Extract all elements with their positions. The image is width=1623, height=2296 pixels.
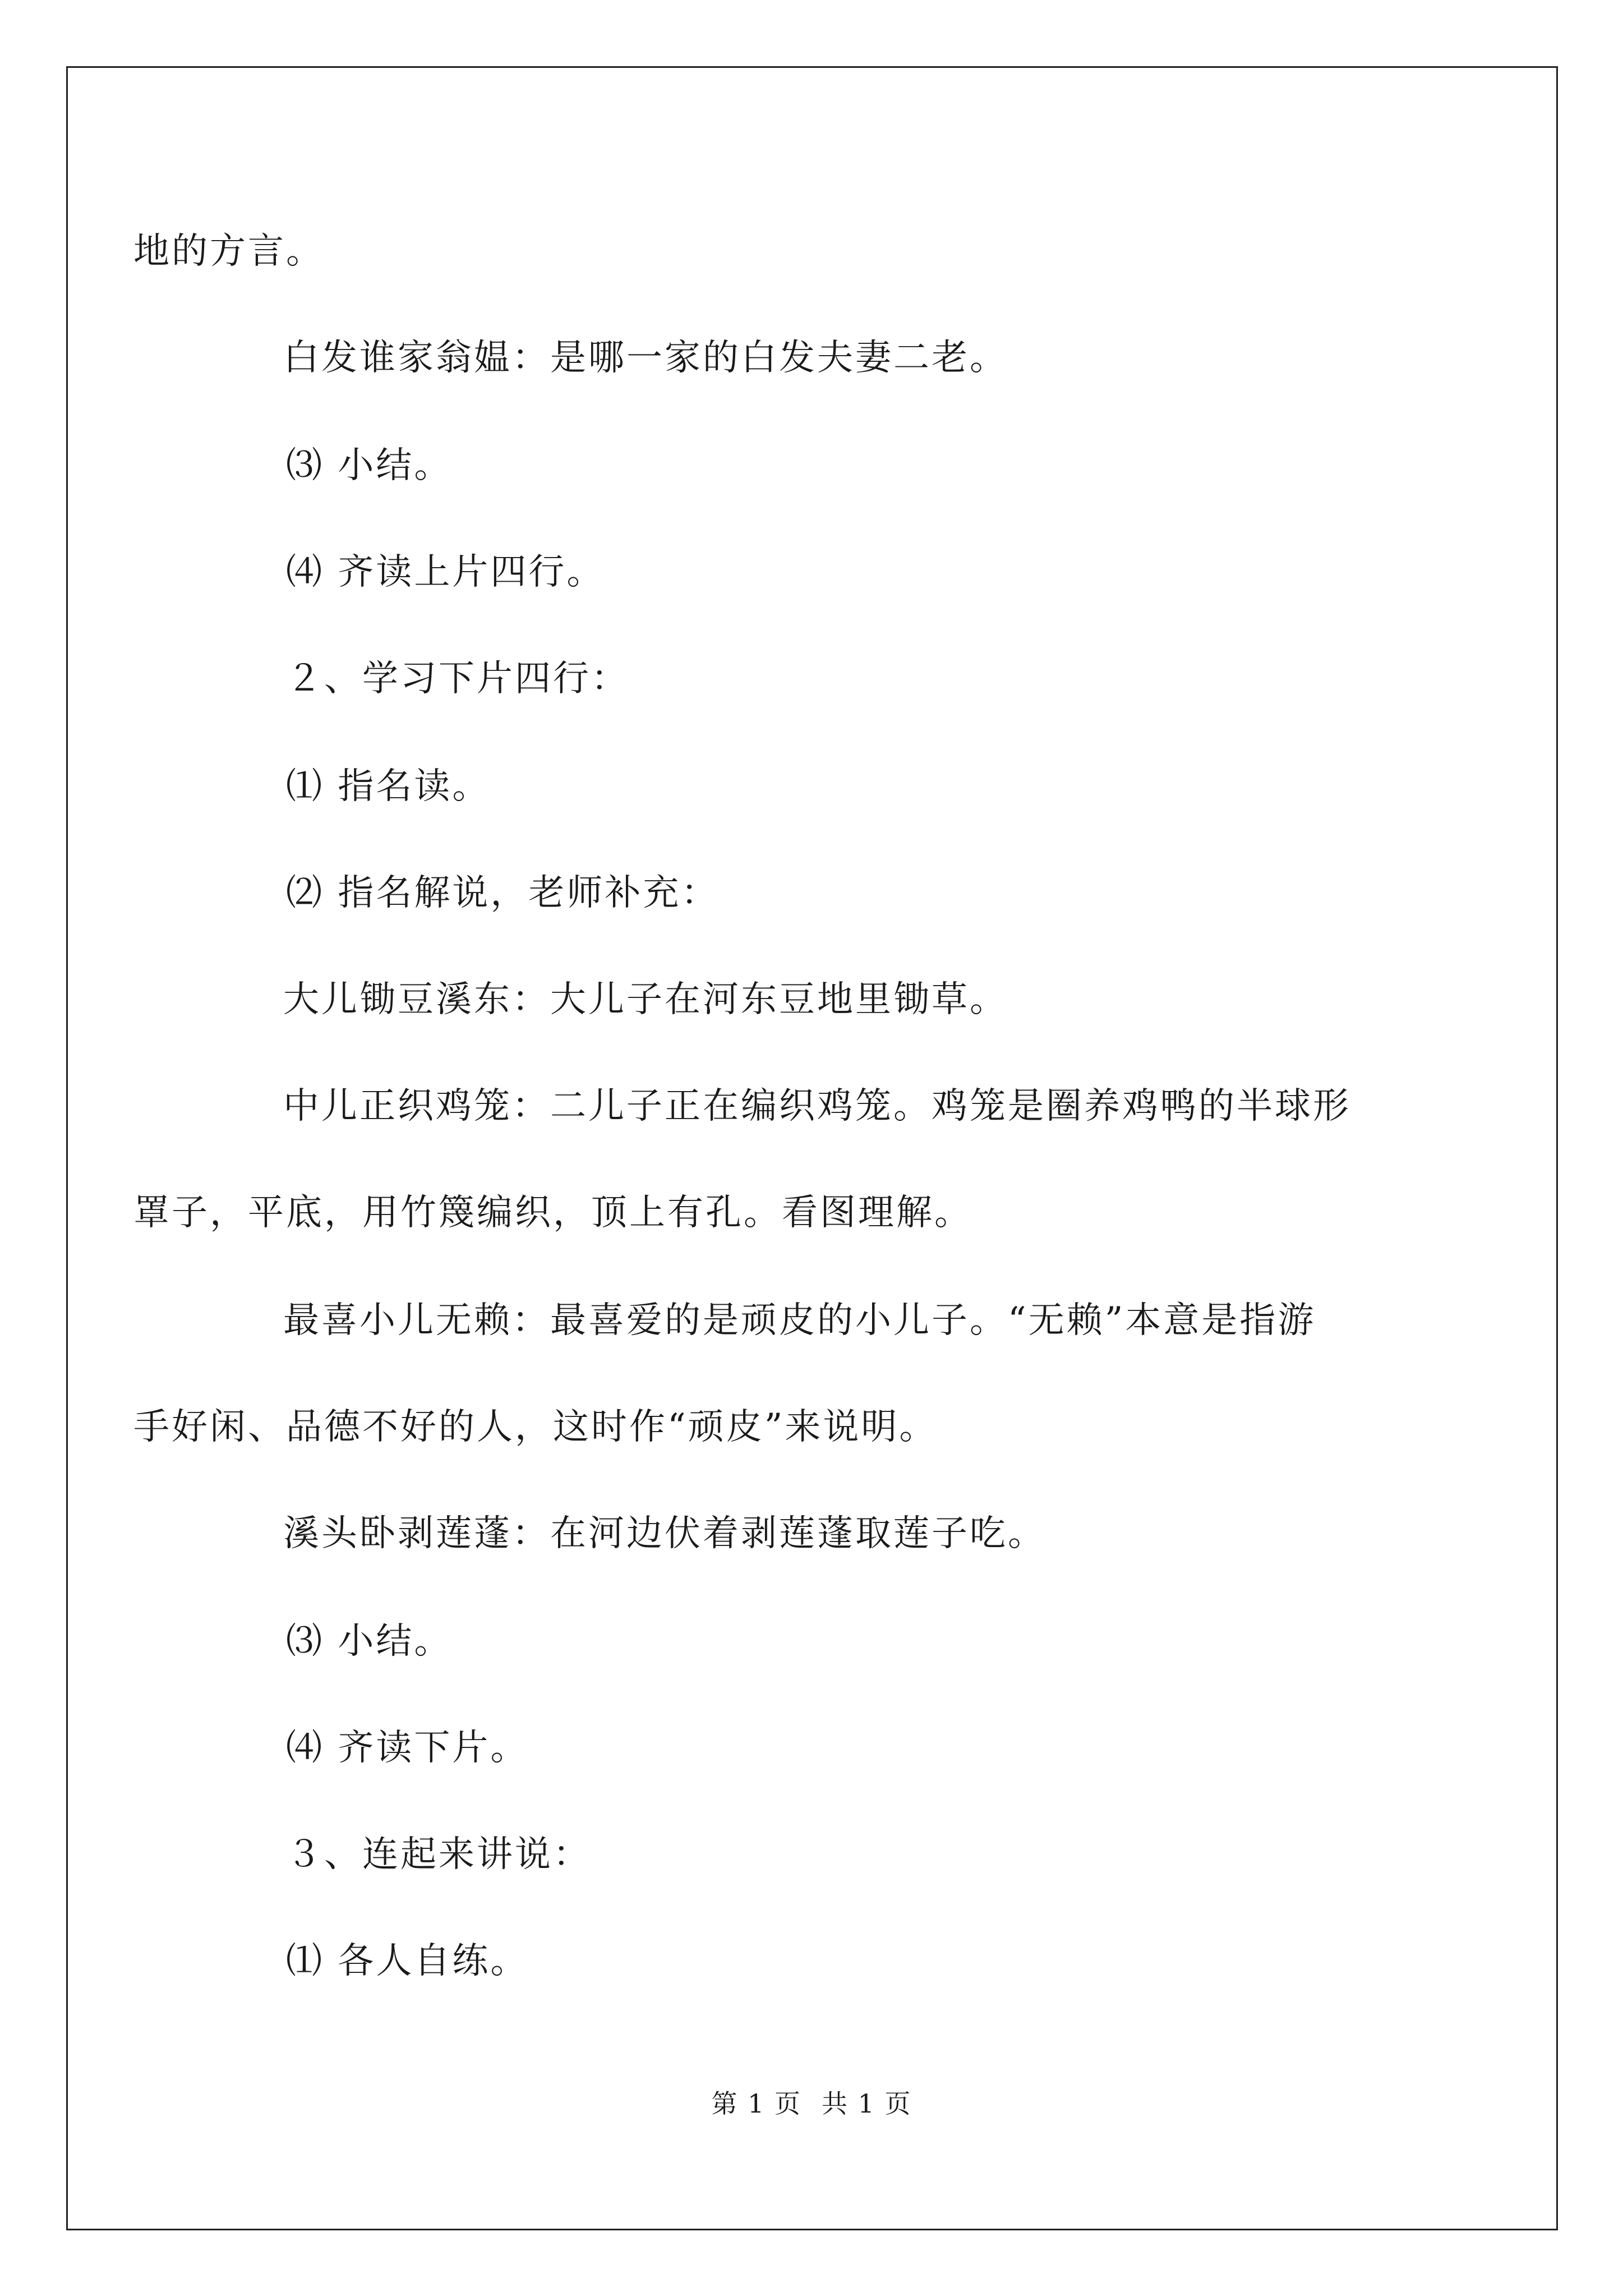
text-line: 大儿锄豆溪东：大儿子在河东豆地里锄草。 bbox=[283, 979, 1008, 1020]
text-line: ⑶ 小结。 bbox=[286, 445, 453, 486]
text-line: 溪头卧剥莲蓬：在河边伏着剥莲蓬取莲子吃。 bbox=[283, 1513, 1046, 1554]
text-line: ⑷ 齐读上片四行。 bbox=[286, 551, 605, 593]
text-line: 罩子，平底，用竹篾编织，顶上有孔。看图理解。 bbox=[133, 1192, 972, 1234]
page-border bbox=[66, 66, 1558, 2230]
page-number: 第 1 页 bbox=[711, 2088, 801, 2119]
text-line: ⑷ 齐读下片。 bbox=[286, 1727, 529, 1769]
text-line: 最喜小儿无赖：最喜爱的是顽皮的小儿子。“无赖”本意是指游 bbox=[283, 1300, 1316, 1341]
section-heading: ２、学习下片四行： bbox=[286, 658, 629, 700]
text-line: ⑴ 各人自练。 bbox=[286, 1940, 529, 1982]
page-footer bbox=[0, 2087, 1623, 2120]
text-line: ⑶ 小结。 bbox=[286, 1621, 453, 1662]
text-line: ⑵ 指名解说，老师补充： bbox=[286, 872, 720, 914]
section-heading: ３、连起来讲说： bbox=[286, 1834, 591, 1875]
text-line: 中儿正织鸡笼：二儿子正在编织鸡笼。鸡笼是圈养鸡鸭的半球形 bbox=[283, 1085, 1351, 1127]
text-line: ⑴ 指名读。 bbox=[286, 766, 491, 807]
page-total: 共 1 页 bbox=[822, 2088, 912, 2119]
text-line: 白发谁家翁媪：是哪一家的白发夫妻二老。 bbox=[283, 337, 1008, 379]
text-line: 地的方言。 bbox=[133, 231, 324, 272]
text-line: 手好闲、品德不好的人，这时作“顽皮”来说明。 bbox=[133, 1406, 938, 1448]
